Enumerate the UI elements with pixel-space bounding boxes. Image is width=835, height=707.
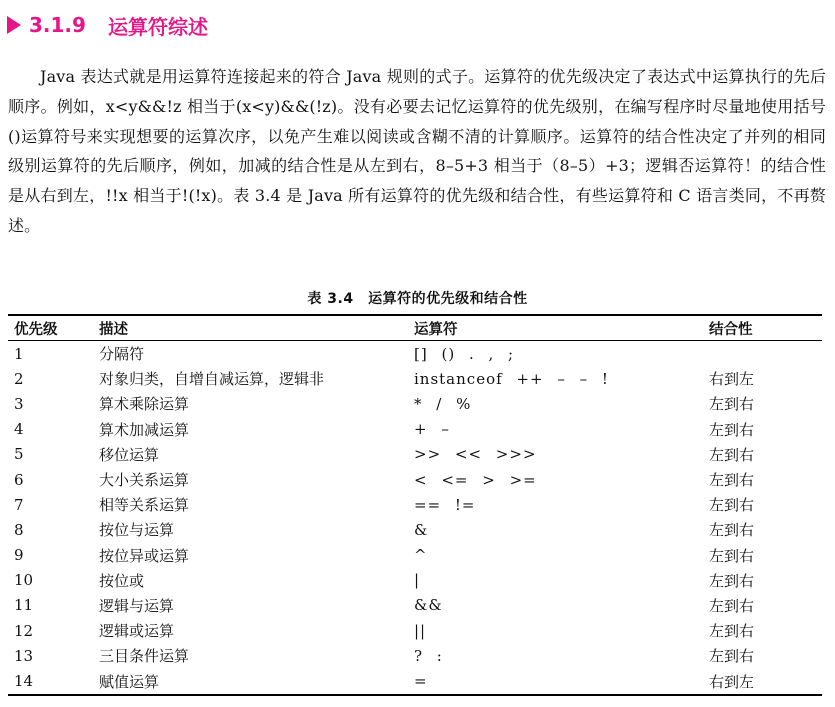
cell-priority: 12 <box>14 621 34 640</box>
cell-operators: ? : <box>414 646 443 665</box>
cell-operators: < <= > >= <box>414 470 537 489</box>
cell-associativity: 左到右 <box>709 571 755 590</box>
table-row <box>8 643 822 668</box>
cell-priority: 10 <box>14 571 34 590</box>
cell-description: 算术加减运算 <box>99 420 190 439</box>
cell-priority: 3 <box>14 394 24 413</box>
cell-description: 三目条件运算 <box>99 647 190 666</box>
table-row <box>8 668 822 694</box>
cell-associativity: 左到右 <box>709 596 755 615</box>
cell-operators: >> << >>> <box>414 445 537 464</box>
cell-operators: | <box>414 571 421 590</box>
cell-description: 大小关系运算 <box>99 471 190 490</box>
cell-description: 相等关系运算 <box>99 496 190 515</box>
cell-priority: 2 <box>14 369 24 388</box>
cell-associativity <box>703 341 822 367</box>
cell-operators: || <box>414 621 427 640</box>
cell-priority: 6 <box>14 470 24 489</box>
cell-description: 逻辑与运算 <box>99 596 175 615</box>
cell-associativity: 左到右 <box>709 445 755 464</box>
table-header-row <box>8 315 822 341</box>
cell-description: 按位或 <box>99 571 145 590</box>
triangle-bullet-icon <box>7 16 21 34</box>
cell-associativity: 左到右 <box>709 471 755 490</box>
cell-priority: 11 <box>14 596 34 615</box>
cell-priority: 5 <box>14 445 24 464</box>
header-operators: 运算符 <box>414 321 458 338</box>
cell-priority: 13 <box>14 646 34 665</box>
cell-associativity: 左到右 <box>709 496 755 515</box>
section-heading <box>7 8 208 42</box>
cell-priority: 1 <box>14 344 24 363</box>
cell-operators: = <box>414 672 428 691</box>
table-row <box>8 341 822 367</box>
cell-operators: [] () . , ; <box>414 344 515 363</box>
cell-description: 移位运算 <box>99 445 160 464</box>
header-description: 描述 <box>99 321 128 338</box>
cell-priority: 7 <box>14 495 24 514</box>
cell-operators: instanceof ++ – – ! <box>414 369 609 388</box>
cell-description: 对象归类，自增自减运算，逻辑非 <box>99 370 325 389</box>
cell-description: 算术乘除运算 <box>99 395 190 414</box>
table-row <box>8 442 822 467</box>
table-row <box>8 417 822 442</box>
cell-operators: + – <box>414 420 450 439</box>
operator-table-container <box>8 314 822 696</box>
cell-associativity: 左到右 <box>709 521 755 540</box>
table-row <box>8 467 822 492</box>
section-number: 3.1.9 <box>29 13 86 37</box>
cell-operators: * / % <box>414 394 472 413</box>
cell-associativity: 左到右 <box>709 622 755 641</box>
cell-associativity: 右到左 <box>709 370 755 389</box>
table-row <box>8 568 822 593</box>
operator-precedence-table <box>8 314 822 696</box>
cell-operators: && <box>414 596 443 615</box>
table-row <box>8 391 822 416</box>
cell-associativity: 左到右 <box>709 420 755 439</box>
table-row <box>8 543 822 568</box>
cell-priority: 4 <box>14 420 24 439</box>
table-row <box>8 593 822 618</box>
cell-associativity: 左到右 <box>709 546 755 565</box>
cell-description: 赋值运算 <box>99 672 160 691</box>
cell-priority: 14 <box>14 672 34 691</box>
cell-associativity: 左到右 <box>709 395 755 414</box>
cell-description: 分隔符 <box>99 345 145 364</box>
cell-operators: ^ <box>414 546 428 565</box>
table-row <box>8 366 822 391</box>
header-priority: 优先级 <box>14 321 58 338</box>
cell-description: 按位异或运算 <box>99 546 190 565</box>
body-paragraph: Java 表达式就是用运算符连接起来的符合 Java 规则的式子。运算符的优先级决定了表达式中运算执行的先后顺序。例如，x<y&&!z 相当于(x<y)&&(!z)。没有必要去记忆运算符的优先级别，在编写程序时尽量地使用括号()运算符号来实现想要的运算次序，以免产生难以阅读或含糊不清的计算顺序。运算符的结合性决定了并列的相同级别运算符的先后顺序，例如，加减的结合性是从左到右，8–5+3 相当于（8–5）+3；逻辑否运算符！的结合性是从右到左，!!x 相当于!(!x)。表 3.4 是 Java 所有运算符的优先级和结合性，有些运算符和 C 语言类同，不再赘述。 <box>8 67 826 235</box>
section-title: 运算符综述 <box>107 14 208 39</box>
cell-description: 按位与运算 <box>99 521 175 540</box>
table-row <box>8 517 822 542</box>
cell-priority: 9 <box>14 546 24 565</box>
cell-operators: & <box>414 520 429 539</box>
header-associativity: 结合性 <box>709 321 753 338</box>
table-row <box>8 618 822 643</box>
table-row <box>8 492 822 517</box>
cell-priority: 8 <box>14 520 24 539</box>
cell-associativity: 左到右 <box>709 647 755 666</box>
table-caption: 表 3.4 运算符的优先级和结合性 <box>307 291 528 307</box>
cell-operators: == != <box>414 495 476 514</box>
cell-associativity: 右到左 <box>709 672 755 691</box>
cell-description: 逻辑或运算 <box>99 622 175 641</box>
table-body <box>8 341 822 695</box>
